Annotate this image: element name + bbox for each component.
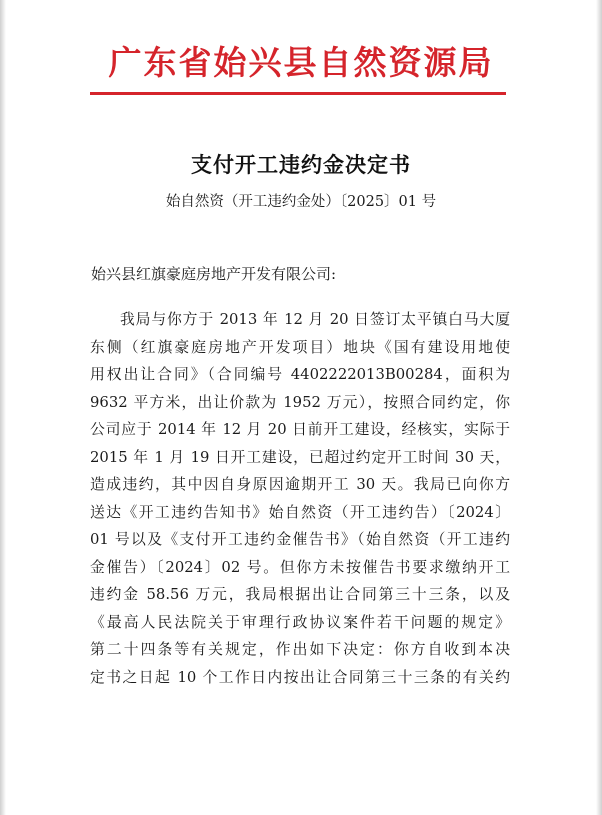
body-line: 定书之日起 10 个工作日内按出让合同第三十三条的有关约 (90, 668, 510, 686)
document-number: 始自然资（开工违约金处）〔2025〕01 号 (165, 194, 437, 210)
body-line: 我局与你方于 2013 年 12 月 20 日签订太平镇白马大厦 (120, 311, 510, 328)
body-line: 9632 平方米，出让价款为 1952 万元），按照合同约定，你 (90, 393, 510, 411)
body-line: 《最高人民法院关于审理行政协议案件若干问题的规定》 (90, 613, 510, 631)
document-title: 支付开工违约金决定书 (191, 152, 411, 177)
organization-header: 广东省始兴县自然资源局 (108, 43, 494, 82)
body-line: 第二十四条等有关规定，作出如下决定：你方自收到本决 (90, 641, 510, 658)
body-line: 东侧（红旗豪庭房地产开发项目）地块《国有建设用地使 (90, 338, 510, 356)
document-body (90, 306, 510, 691)
body-line: 送达《开工违约告知书》始自然资（开工违约告）〔2024〕 (90, 503, 510, 521)
page-edge-right (596, 0, 602, 815)
page-edge-left (0, 0, 6, 815)
body-line: 金催告）〔2024〕02 号。但你方未按催告书要求缴纳开工 (90, 558, 510, 576)
header-red-rule (90, 92, 506, 95)
body-line: 违约金 58.56 万元，我局根据出让合同第三十三条，以及 (90, 586, 510, 603)
body-line: 用权出让合同》（合同编号 4402222013B00284，面积为 (90, 366, 510, 383)
body-line: 公司应于 2014 年 12 月 20 日前开工建设，经核实，实际于 (90, 421, 510, 438)
body-line: 造成违约，其中因自身原因逾期开工 30 天。我局已向你方 (90, 476, 510, 493)
body-line: 2015 年 1 月 19 日开工建设，已超过约定开工时间 30 天， (90, 448, 510, 466)
body-line: 01 号以及《支付开工违约金催告书》（始自然资（开工违约 (90, 531, 510, 548)
addressee: 始兴县红旗豪庭房地产开发有限公司: (91, 265, 337, 283)
